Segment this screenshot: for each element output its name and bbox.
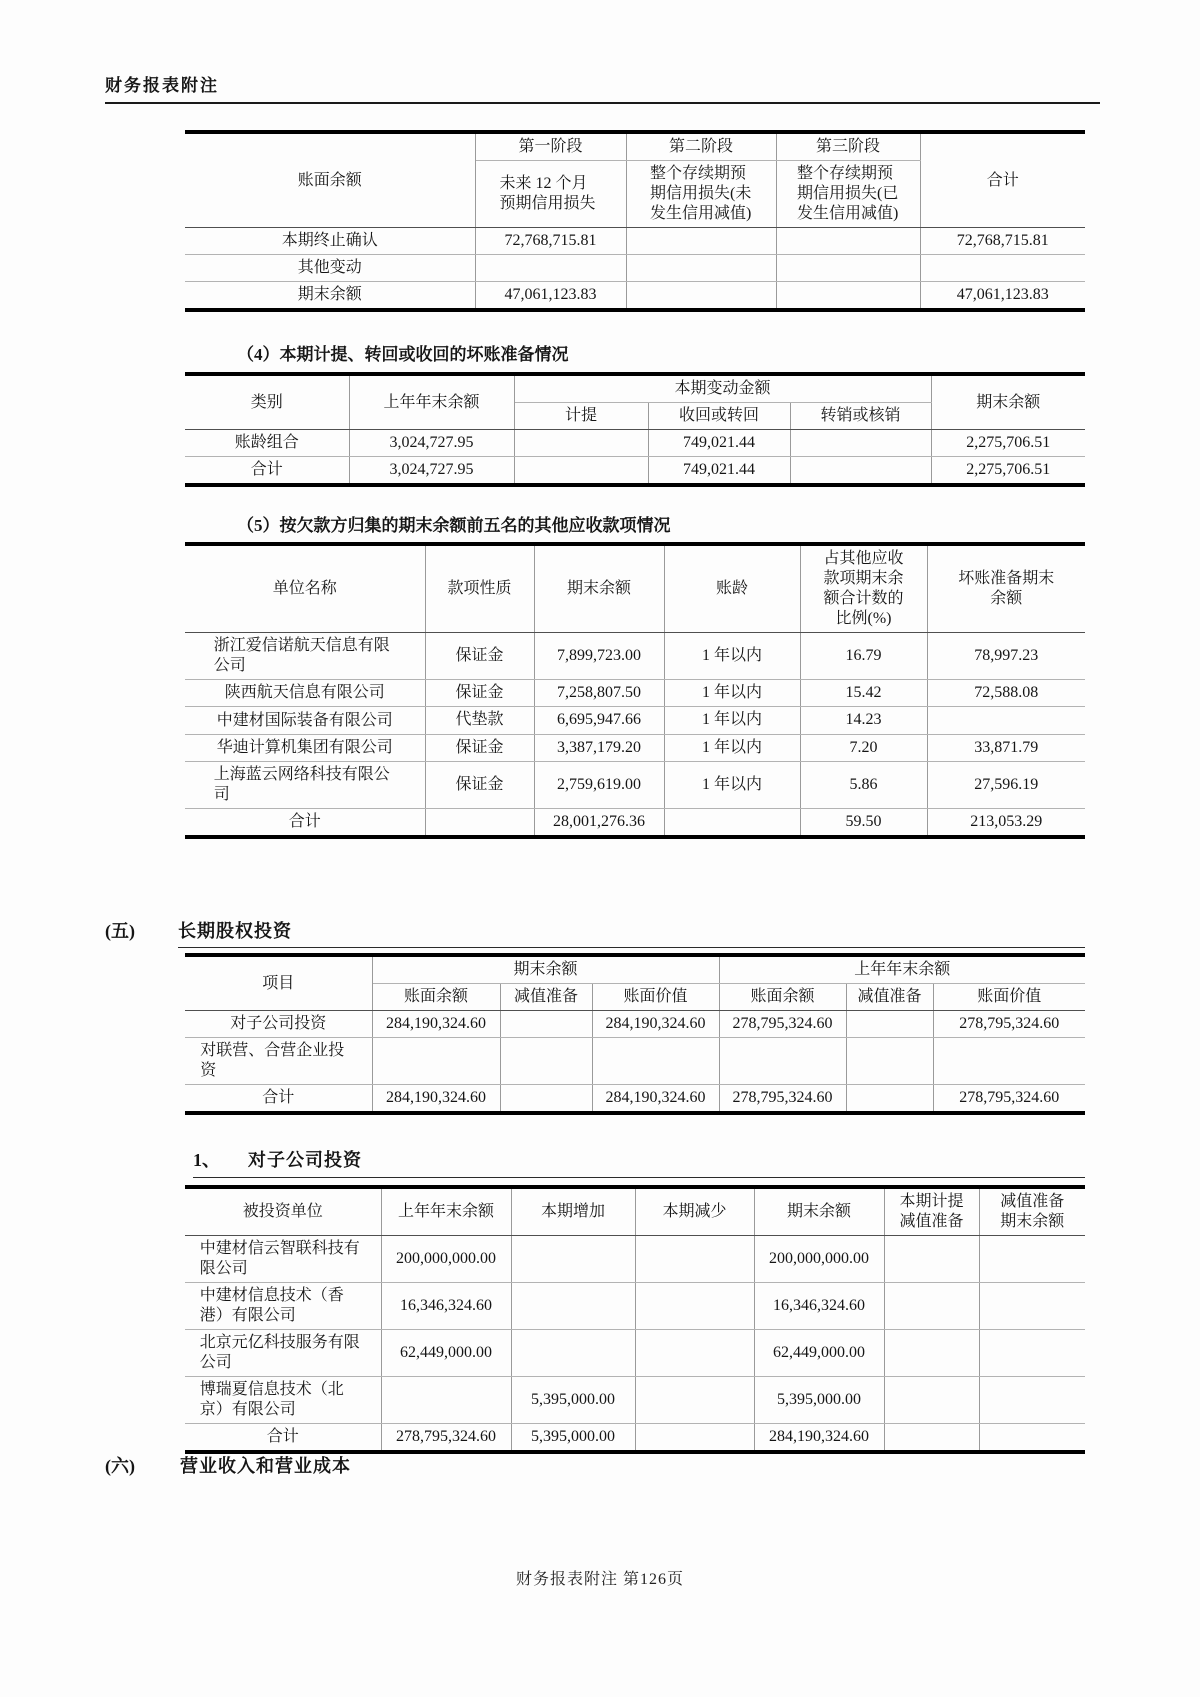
th-current-decrease: 本期减少 xyxy=(635,1187,754,1236)
cell-aging: 1 年以内 xyxy=(664,761,800,808)
cell-nature: 代垫款 xyxy=(425,707,534,734)
cell-value: 62,449,000.00 xyxy=(381,1330,511,1377)
cell-value xyxy=(846,1085,933,1114)
cell-value xyxy=(511,1330,635,1377)
investee-name: 北京元亿科技服务有限公司 xyxy=(185,1330,381,1377)
table-row xyxy=(185,255,1085,282)
th-book-balance: 账面余额 xyxy=(372,984,500,1011)
table-row xyxy=(185,282,1085,311)
th-current-change-group: 本期变动金额 xyxy=(514,374,931,403)
th-prior-year-balance: 上年年末余额 xyxy=(349,374,514,430)
table-row xyxy=(185,633,1085,680)
cell-value: 3,387,179.20 xyxy=(534,734,664,761)
th-accrual: 计提 xyxy=(514,403,648,430)
cell-value xyxy=(979,1424,1085,1453)
cell-value: 284,190,324.60 xyxy=(592,1085,719,1114)
table-header-row xyxy=(185,955,1085,984)
cell-value: 749,021.44 xyxy=(648,457,790,486)
cell-value: 7,258,807.50 xyxy=(534,680,664,707)
row-label: 合计 xyxy=(185,808,425,837)
row-label: 对联营、合营企业投资 xyxy=(185,1038,372,1085)
cell-value: 62,449,000.00 xyxy=(754,1330,884,1377)
cell-value: 16,346,324.60 xyxy=(381,1283,511,1330)
cell-value xyxy=(979,1377,1085,1424)
table-header-row xyxy=(185,132,1085,161)
cell-value: 5,395,000.00 xyxy=(754,1377,884,1424)
cell-nature: 保证金 xyxy=(425,633,534,680)
th-book-balance: 账面余额 xyxy=(719,984,846,1011)
th-prior-year-balance: 上年年末余额 xyxy=(381,1187,511,1236)
row-label: 合计 xyxy=(185,457,349,486)
investee-name: 博瑞夏信息技术（北京）有限公司 xyxy=(185,1377,381,1424)
row-label: 合计 xyxy=(185,1424,381,1453)
cell-value xyxy=(884,1283,979,1330)
cell-value: 6,695,947.66 xyxy=(534,707,664,734)
section5-number: (五) xyxy=(105,921,135,941)
th-nature: 款项性质 xyxy=(425,544,534,633)
cell-value xyxy=(626,255,776,282)
cell-value xyxy=(664,808,800,837)
cell-value: 59.50 xyxy=(800,808,927,837)
cell-value xyxy=(635,1424,754,1453)
th-impairment: 减值准备 xyxy=(846,984,933,1011)
table-row xyxy=(185,228,1085,255)
entity-name: 上海蓝云网络科技有限公司 xyxy=(185,761,425,808)
cell-value: 278,795,324.60 xyxy=(933,1011,1085,1038)
cell-nature: 保证金 xyxy=(425,680,534,707)
th-impairment: 减值准备 xyxy=(500,984,592,1011)
cell-value: 78,997.23 xyxy=(927,633,1085,680)
th-ending-balance: 期末余额 xyxy=(931,374,1085,430)
cell-value xyxy=(511,1283,635,1330)
th-stage2: 第二阶段 xyxy=(626,132,776,161)
cell-value xyxy=(846,1038,933,1085)
cell-value: 3,024,727.95 xyxy=(349,457,514,486)
cell-value xyxy=(635,1377,754,1424)
th-ending-balance: 期末余额 xyxy=(534,544,664,633)
page-footer: 财务报表附注 第126页 xyxy=(515,1571,684,1588)
cell-value xyxy=(626,282,776,311)
section5-title: （5）按欠款方归集的期末余额前五名的其他应收款项情况 xyxy=(237,516,671,535)
th-current-increase: 本期增加 xyxy=(511,1187,635,1236)
cell-value: 2,275,706.51 xyxy=(931,430,1085,457)
cell-value: 200,000,000.00 xyxy=(381,1236,511,1283)
cell-value xyxy=(776,228,920,255)
cell-value xyxy=(500,1011,592,1038)
cell-value: 5,395,000.00 xyxy=(511,1377,635,1424)
cell-value: 2,275,706.51 xyxy=(966,461,1051,478)
cell-value: 72,588.08 xyxy=(927,680,1085,707)
section5-heading: 长期股权投资 xyxy=(178,921,292,941)
table-header-row xyxy=(185,1187,1085,1236)
cell-nature: 保证金 xyxy=(425,761,534,808)
cell-value: 16,346,324.60 xyxy=(754,1283,884,1330)
section51-number: 1、 xyxy=(193,1150,220,1170)
cell-value: 2,759,619.00 xyxy=(534,761,664,808)
cell-value xyxy=(514,457,648,486)
cell-value: 749,021.44 xyxy=(648,430,790,457)
cell-value xyxy=(979,1283,1085,1330)
th-book-balance: 账面余额 xyxy=(185,132,475,228)
cell-value xyxy=(635,1283,754,1330)
table-row xyxy=(185,1038,1085,1085)
cell-value xyxy=(933,1038,1085,1085)
cell-value: 14.23 xyxy=(800,707,927,734)
cell-value: 278,795,324.60 xyxy=(719,1085,846,1114)
section51-heading-rule xyxy=(193,1177,1085,1178)
cell-value: 7.20 xyxy=(800,734,927,761)
row-label: 本期终止确认 xyxy=(185,228,475,255)
cell-value xyxy=(846,1011,933,1038)
cell-value xyxy=(790,430,931,457)
th-written-off: 转销或核销 xyxy=(790,403,931,430)
cell-value xyxy=(776,282,920,311)
cell-aging: 1 年以内 xyxy=(664,680,800,707)
section6-heading: 营业收入和营业成本 xyxy=(180,1456,351,1476)
entity-name: 中建材国际装备有限公司 xyxy=(185,707,425,734)
page-header-title: 财务报表附注 xyxy=(105,76,219,95)
cell-value xyxy=(927,707,1085,734)
table-top-five-receivables xyxy=(185,542,1085,839)
table-row xyxy=(185,1377,1085,1424)
table-credit-loss-stages xyxy=(185,130,1085,312)
table-row xyxy=(185,734,1085,761)
table-row xyxy=(185,1330,1085,1377)
th-ending-balance: 期末余额 xyxy=(754,1187,884,1236)
investee-name: 中建材信云智联科技有限公司 xyxy=(185,1236,381,1283)
row-label: 对子公司投资 xyxy=(185,1011,372,1038)
cell-value xyxy=(511,1236,635,1283)
cell-value: 284,190,324.60 xyxy=(592,1011,719,1038)
table-header-row xyxy=(185,374,1085,403)
th-impairment-accrual: 本期计提减值准备 xyxy=(884,1187,979,1236)
th-stage3: 第三阶段 xyxy=(776,132,920,161)
th-ending-balance-group: 期末余额 xyxy=(372,955,719,984)
cell-value: 284,190,324.60 xyxy=(754,1424,884,1453)
page-header-rule xyxy=(105,102,1100,104)
th-entity-name: 单位名称 xyxy=(185,544,425,633)
cell-aging: 1 年以内 xyxy=(664,633,800,680)
th-item: 项目 xyxy=(185,955,372,1011)
cell-value xyxy=(920,255,1085,282)
cell-value: 213,053.29 xyxy=(970,812,1043,830)
section4-title: （4）本期计提、转回或收回的坏账准备情况 xyxy=(237,345,569,364)
cell-nature: 保证金 xyxy=(425,734,534,761)
cell-value: 278,795,324.60 xyxy=(381,1424,511,1453)
cell-value xyxy=(626,228,776,255)
table-subsidiary-investment xyxy=(185,1185,1085,1454)
table-bad-debt-provision xyxy=(185,372,1085,487)
table-row xyxy=(185,1283,1085,1330)
investee-name: 中建材信息技术（香港）有限公司 xyxy=(185,1283,381,1330)
cell-value xyxy=(776,255,920,282)
th-stage2-desc: 整个存续期预期信用损失(未发生信用减值) xyxy=(626,161,776,228)
cell-value xyxy=(500,1038,592,1085)
cell-value xyxy=(592,1038,719,1085)
cell-value: 3,024,727.95 xyxy=(349,430,514,457)
table-long-term-equity xyxy=(185,953,1085,1115)
table-total-row xyxy=(185,808,1085,837)
cell-value xyxy=(635,1236,754,1283)
cell-value xyxy=(500,1085,592,1114)
row-label: 账龄组合 xyxy=(185,430,349,457)
cell-value xyxy=(979,1236,1085,1283)
entity-name: 陕西航天信息有限公司 xyxy=(185,680,425,707)
cell-value: 5.86 xyxy=(800,761,927,808)
cell-aging: 1 年以内 xyxy=(664,707,800,734)
cell-value xyxy=(884,1424,979,1453)
table-row xyxy=(185,1011,1085,1038)
table-total-row xyxy=(185,1085,1085,1114)
th-total: 合计 xyxy=(920,132,1085,228)
cell-value xyxy=(884,1330,979,1377)
table-total-row xyxy=(185,457,1085,486)
cell-value: 7,899,723.00 xyxy=(534,633,664,680)
cell-value: 72,768,715.81 xyxy=(475,228,626,255)
th-book-value: 账面价值 xyxy=(933,984,1085,1011)
table-row xyxy=(185,761,1085,808)
cell-value xyxy=(514,430,648,457)
th-impairment-ending: 减值准备期末余额 xyxy=(979,1187,1085,1236)
th-proportion: 占其他应收款项期末余额合计数的比例(%) xyxy=(800,544,927,633)
cell-value: 200,000,000.00 xyxy=(754,1236,884,1283)
cell-value xyxy=(884,1377,979,1424)
cell-value xyxy=(372,1038,500,1085)
cell-value: 47,061,123.83 xyxy=(475,282,626,311)
cell-value xyxy=(979,1330,1085,1377)
table-row xyxy=(185,680,1085,707)
entity-name: 华迪计算机集团有限公司 xyxy=(185,734,425,761)
cell-value: 27,596.19 xyxy=(927,761,1085,808)
row-label: 合计 xyxy=(185,1085,372,1114)
th-stage1: 第一阶段 xyxy=(475,132,626,161)
table-total-row xyxy=(185,1424,1085,1453)
table-row xyxy=(185,1236,1085,1283)
th-category: 类别 xyxy=(185,374,349,430)
th-investee: 被投资单位 xyxy=(185,1187,381,1236)
cell-value xyxy=(790,457,931,486)
cell-value: 15.42 xyxy=(800,680,927,707)
cell-value: 47,061,123.83 xyxy=(956,286,1049,303)
table-header-row xyxy=(185,544,1085,633)
row-label: 期末余额 xyxy=(185,282,475,311)
cell-value: 28,001,276.36 xyxy=(534,808,664,837)
th-recovered: 收回或转回 xyxy=(648,403,790,430)
cell-value: 5,395,000.00 xyxy=(511,1424,635,1453)
cell-value: 284,190,324.60 xyxy=(372,1011,500,1038)
section6-number: (六) xyxy=(105,1456,135,1476)
cell-value: 33,871.79 xyxy=(927,734,1085,761)
cell-value: 72,768,715.81 xyxy=(920,228,1085,255)
table-row xyxy=(185,707,1085,734)
cell-value xyxy=(635,1330,754,1377)
cell-value: 16.79 xyxy=(800,633,927,680)
th-stage1-desc: 未来 12 个月预期信用损失 xyxy=(475,161,626,228)
th-aging: 账龄 xyxy=(664,544,800,633)
cell-value: 278,795,324.60 xyxy=(719,1011,846,1038)
cell-value xyxy=(381,1377,511,1424)
th-prior-year-group: 上年年末余额 xyxy=(719,955,1085,984)
th-stage3-desc: 整个存续期预期信用损失(已发生信用减值) xyxy=(776,161,920,228)
entity-name: 浙江爱信诺航天信息有限公司 xyxy=(185,633,425,680)
th-book-value: 账面价值 xyxy=(592,984,719,1011)
cell-value: 278,795,324.60 xyxy=(959,1089,1060,1107)
cell-value xyxy=(425,808,534,837)
table-row xyxy=(185,430,1085,457)
section5-heading-rule xyxy=(178,947,1085,948)
cell-value xyxy=(475,255,626,282)
cell-value xyxy=(884,1236,979,1283)
section51-heading: 对子公司投资 xyxy=(248,1150,362,1170)
th-bad-debt-ending: 坏账准备期末余额 xyxy=(927,544,1085,633)
row-label: 其他变动 xyxy=(185,255,475,282)
cell-value: 284,190,324.60 xyxy=(372,1085,500,1114)
cell-aging: 1 年以内 xyxy=(664,734,800,761)
cell-value xyxy=(719,1038,846,1085)
